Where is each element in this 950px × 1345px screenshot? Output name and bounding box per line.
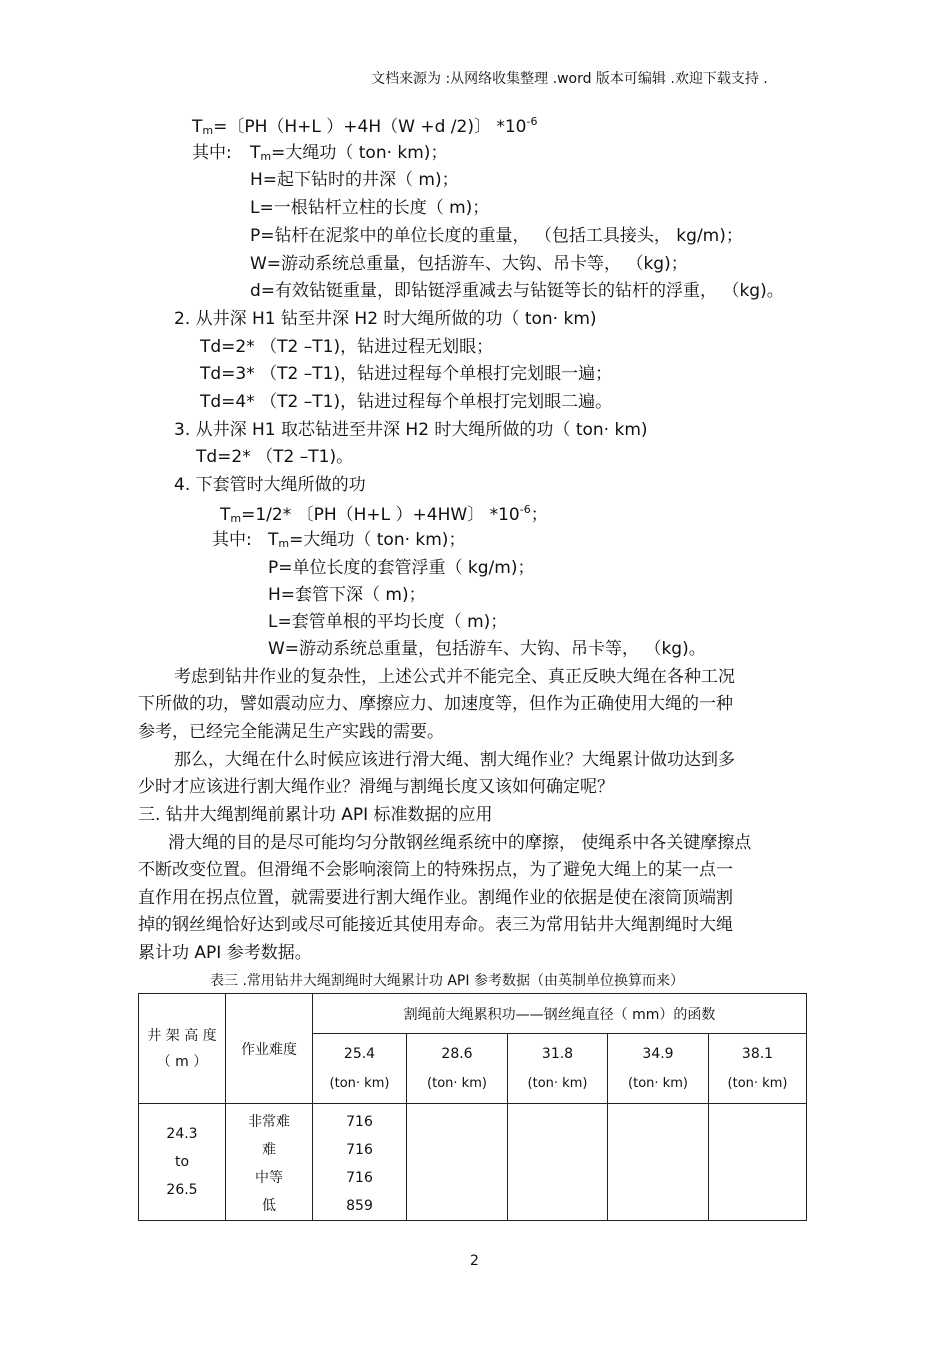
definition-line: L=一根钻杆立柱的长度（ m)； xyxy=(250,198,490,218)
cell-height-range: 24.3 to 26.5 xyxy=(139,1104,226,1221)
table-row xyxy=(139,1104,807,1221)
formula-work-tripping xyxy=(192,116,537,136)
where-label: 其中: xyxy=(192,143,232,163)
data-table xyxy=(138,993,807,1221)
paragraph-line: 少时才应该进行割大绳作业？滑绳与割绳长度又该如何确定呢？ xyxy=(138,777,614,797)
definition-line: L=套管单根的平均长度（ m)； xyxy=(268,612,508,632)
header-difficulty: 作业难度 xyxy=(226,994,313,1104)
cell-difficulty-levels: 非常难 难 中等 低 xyxy=(226,1104,313,1221)
diameter-value: 25.4 xyxy=(343,1046,376,1062)
paragraph-line: 直作用在拐点位置，就需要进行割大绳作业。割绳作业的依据是使在滚筒顶端割 xyxy=(138,888,733,908)
cell-values-25-4: 716 716 716 859 xyxy=(313,1104,407,1221)
diameter-value: 28.6 xyxy=(441,1046,473,1062)
formula-subscript: m xyxy=(202,124,214,137)
paragraph-line: 参考，已经完全能满足生产实践的需要。 xyxy=(138,722,444,742)
definition-line: d=有效钻铤重量，即钻铤浮重减去与钻铤等长的钻杆的浮重， （kg)。 xyxy=(250,281,784,301)
formula-body: =1/2* 〔PH（H+L ）+4HW〕 *10 xyxy=(241,505,520,525)
definition-text: =大绳功（ ton· km)； xyxy=(289,530,466,550)
header-diameter-38-1 xyxy=(709,1034,807,1104)
diameter-unit: (ton· km) xyxy=(527,1076,588,1091)
diameter-unit: (ton· km) xyxy=(727,1076,788,1091)
formula-exponent: -6 xyxy=(519,503,531,516)
section-2-title: 2. 从井深 H1 钻至井深 H2 时大绳所做的功（ ton· km) xyxy=(174,309,597,329)
diameter-value: 38.1 xyxy=(741,1046,774,1062)
header-diameter-28-6 xyxy=(407,1034,508,1104)
formula-work-casing xyxy=(220,504,548,524)
paragraph-line: 累计功 API 参考数据。 xyxy=(138,943,312,963)
formula-symbol: T xyxy=(268,530,279,550)
definition-line: W=游动系统总重量，包括游车、大钩、吊卡等， （kg)； xyxy=(250,254,688,274)
header-diameter-25-4 xyxy=(313,1034,407,1104)
paragraph-line: 不断改变位置。但滑绳不会影响滚筒上的特殊拐点，为了避免大绳上的某一点一 xyxy=(138,860,733,880)
paragraph-line: 下所做的功，譬如震动应力、摩擦应力、加速度等，但作为正确使用大绳的一种 xyxy=(138,694,733,714)
paragraph-line: 考虑到钻井作业的复杂性，上述公式并不能完全、真正反映大绳在各种工况 xyxy=(174,667,735,687)
paragraph-line: 掉的钢丝绳恰好达到或尽可能接近其使用寿命。表三为常用钻井大绳割绳时大绳 xyxy=(138,915,733,935)
diameter-value: 31.8 xyxy=(541,1046,574,1062)
formula-subscript: m xyxy=(278,537,290,550)
formula-subscript: m xyxy=(230,512,242,525)
formula-exponent: -6 xyxy=(526,115,538,128)
diameter-unit: (ton· km) xyxy=(628,1076,688,1091)
header-diameter-34-9 xyxy=(608,1034,709,1104)
formula-line: Td=2* （T2 –T1)。 xyxy=(196,447,354,467)
cell-values-28-6 xyxy=(407,1104,508,1221)
formula-tail: ； xyxy=(530,505,548,525)
definition-line: H=起下钻时的井深（ m)； xyxy=(250,170,459,190)
diameter-value: 34.9 xyxy=(642,1046,674,1062)
page-header: 文档来源为 :从网络收集整理 .word 版本可编辑 .欢迎下载支持 . xyxy=(371,71,768,87)
header-derrick-height: 井 架 高 度 （ m ） xyxy=(139,994,226,1104)
section-heading: 三. 钻井大绳割绳前累计功 API 标准数据的应用 xyxy=(138,805,493,825)
definition-text: =大绳功（ ton· km)； xyxy=(271,143,448,163)
diameter-unit: (ton· km) xyxy=(427,1076,487,1091)
definition-line: W=游动系统总重量，包括游车、大钩、吊卡等， （kg)。 xyxy=(268,639,706,659)
formula-symbol: T xyxy=(220,505,231,525)
header-diameter-31-8 xyxy=(508,1034,608,1104)
paragraph-line: 滑大绳的目的是尽可能均匀分散钢丝绳系统中的摩擦， 使绳系中各关键摩擦点 xyxy=(168,833,752,853)
definition-line: P=单位长度的套管浮重（ kg/m)； xyxy=(268,558,535,578)
header-cumulative-work: 割绳前大绳累积功——钢丝绳直径（ mm）的函数 xyxy=(313,994,807,1034)
cell-values-38-1 xyxy=(709,1104,807,1221)
diameter-unit: (ton· km) xyxy=(329,1076,390,1091)
page-number: 2 xyxy=(470,1253,479,1269)
section-3-title: 3. 从井深 H1 取芯钻进至井深 H2 时大绳所做的功（ ton· km) xyxy=(174,420,648,440)
formula-symbol: T xyxy=(192,117,203,137)
formula-line: Td=3* （T2 –T1)，钻进过程每个单根打完划眼一遍； xyxy=(200,364,613,384)
formula-line: Td=2* （T2 –T1)，钻进过程无划眼； xyxy=(200,337,494,357)
definition-line xyxy=(250,145,447,162)
formula-line: Td=4* （T2 –T1)，钻进过程每个单根打完划眼二遍。 xyxy=(200,392,613,412)
formula-symbol: T xyxy=(250,143,261,163)
table-caption: 表三 .常用钻井大绳割绳时大绳累计功 API 参考数据（由英制单位换算而来） xyxy=(210,973,684,989)
section-4-title: 4. 下套管时大绳所做的功 xyxy=(174,475,366,495)
formula-body: =〔PH（H+L ）+4H（W +d /2)〕 *10 xyxy=(213,117,527,137)
formula-subscript: m xyxy=(260,150,272,163)
definition-line: P=钻杆在泥浆中的单位长度的重量， （包括工具接头， kg/m)； xyxy=(250,226,743,246)
definition-line: H=套管下深（ m)； xyxy=(268,585,426,605)
where-label: 其中: xyxy=(212,530,252,550)
cell-values-31-8 xyxy=(508,1104,608,1221)
paragraph-line: 那么，大绳在什么时候应该进行滑大绳、割大绳作业？大绳累计做功达到多 xyxy=(174,750,735,770)
cell-values-34-9 xyxy=(608,1104,709,1221)
definition-line xyxy=(268,532,465,549)
